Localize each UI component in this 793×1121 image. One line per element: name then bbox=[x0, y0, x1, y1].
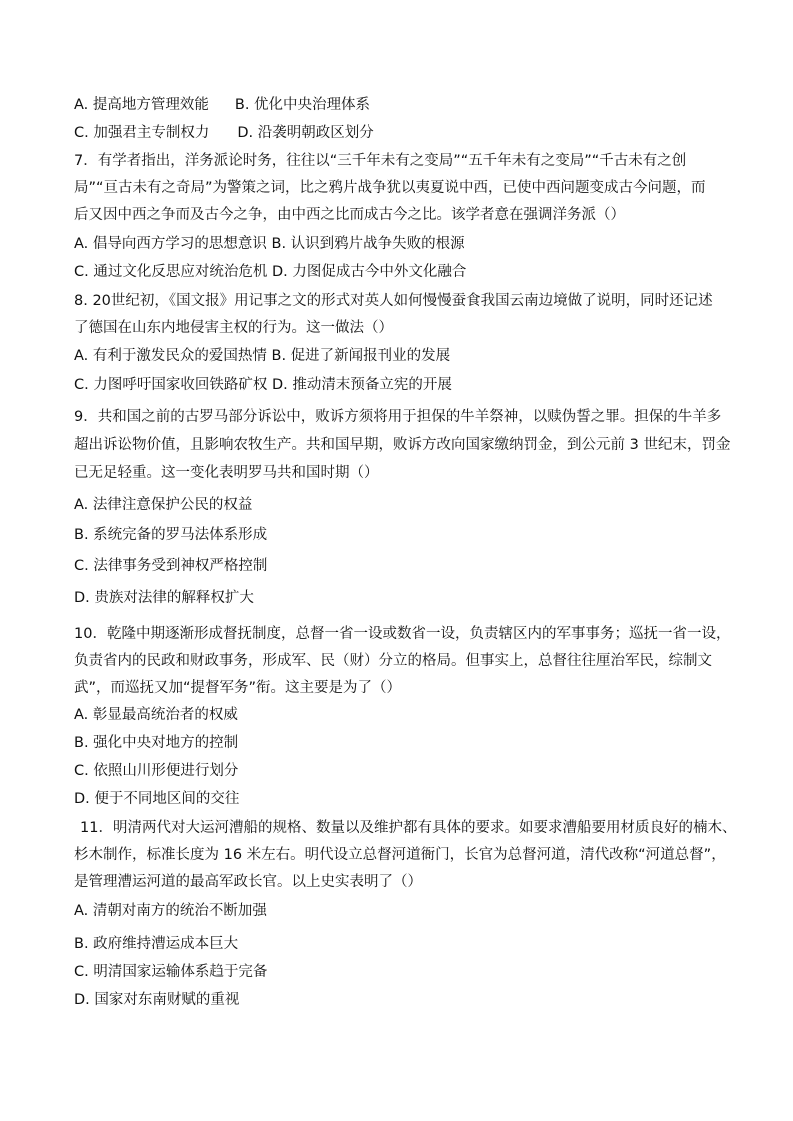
q9-stem-line-2: 超出诉讼物价值，且影响农牧生产。共和国早期，败诉方改向国家缴纳罚金，到公元前 3 世纪末，罚金 bbox=[74, 437, 731, 453]
q10-option-c: C. 依照山川形便进行划分 bbox=[74, 763, 239, 779]
q10-stem-line-2: 负责省内的民政和财政事务，形成军、民（财）分立的格局。但事实上，总督往往厘治军民，综制文 bbox=[74, 653, 712, 669]
q8-stem-line-2: 了德国在山东内地侵害主权的行为。这一做法（） bbox=[74, 320, 393, 336]
q8-stem-line-1: 8. 20世纪初，《国文报》用记事之文的形式对英人如何慢慢蚕食我国云南边境做了说明，同时还记述 bbox=[74, 293, 713, 309]
q9-option-d: D. 贵族对法律的解释权扩大 bbox=[74, 590, 254, 606]
q11-stem-line-1: 11．明清两代对大运河漕船的规格、数量以及维护都有具体的要求。如要求漕船要用材质良好的楠木、 bbox=[80, 820, 737, 836]
q8-options-row-1: A. 有利于激发民众的爱国热情 B. 促进了新闻报刊业的发展 bbox=[74, 348, 451, 364]
q10-stem-line-1: 10．乾隆中期逐渐形成督抚制度，总督一省一设或数省一设，负责辖区内的军事事务；巡抚一省一设， bbox=[74, 626, 731, 642]
q11-option-a: A. 清朝对南方的统治不断加强 bbox=[74, 903, 267, 919]
q9-stem-line-3: 已无足轻重。这一变化表明罗马共和国时期（） bbox=[74, 465, 379, 481]
q6-option-d: D. 沿袭明朝政区划分 bbox=[237, 125, 374, 141]
q9-option-c: C. 法律事务受到神权严格控制 bbox=[74, 558, 268, 574]
q10-stem-line-3: 武”，而巡抚又加“提督军务”衔。这主要是为了（） bbox=[74, 680, 402, 696]
q10-option-d: D. 便于不同地区间的交往 bbox=[74, 791, 240, 807]
q9-option-a: A. 法律注意保护公民的权益 bbox=[74, 497, 253, 513]
q11-stem-line-2: 杉木制作，标准长度为 16 米左右。明代设立总督河道衙门，长官为总督河道，清代改称“河道总督”， bbox=[74, 847, 726, 863]
q6-option-c: C. 加强君主专制权力 bbox=[74, 125, 210, 141]
q11-stem-line-3: 是管理漕运河道的最高军政长官。以上史实表明了（） bbox=[74, 874, 422, 890]
q7-stem-line-3: 后又因中西之争而及古今之争，由中西之比而成古今之比。该学者意在强调洋务派（） bbox=[74, 207, 625, 223]
q9-option-b: B. 系统完备的罗马法体系形成 bbox=[74, 527, 268, 543]
q6-options-row-2 bbox=[74, 123, 374, 143]
q7-options-row-1: A. 倡导向西方学习的思想意识 B. 认识到鸦片战争失败的根源 bbox=[74, 236, 465, 252]
q7-stem-line-1: 7．有学者指出，洋务派论时务，往往以“三千年未有之变局”“五千年未有之变局”“千古未有之创 bbox=[74, 153, 687, 169]
q7-options-row-2: C. 通过文化反思应对统治危机 D. 力图促成古今中外文化融合 bbox=[74, 264, 467, 280]
q7-stem-line-2: 局”“亘古未有之奇局”为警策之词，比之鸦片战争犹以夷夏说中西，已使中西问题变成古今问题，而 bbox=[74, 180, 706, 196]
q6-options-row-1 bbox=[74, 95, 370, 115]
q10-option-b: B. 强化中央对地方的控制 bbox=[74, 735, 239, 751]
q11-option-c: C. 明清国家运输体系趋于完备 bbox=[74, 964, 268, 980]
q6-option-a: A. 提高地方管理效能 bbox=[74, 97, 209, 113]
q6-option-b: B. 优化中央治理体系 bbox=[234, 97, 371, 113]
q11-option-d: D. 国家对东南财赋的重视 bbox=[74, 992, 240, 1008]
q11-option-b: B. 政府维持漕运成本巨大 bbox=[74, 936, 239, 952]
q10-option-a: A. 彰显最高统治者的权威 bbox=[74, 707, 238, 723]
q8-options-row-2: C. 力图呼吁国家收回铁路矿权 D. 推动清末预备立宪的开展 bbox=[74, 377, 452, 393]
q9-stem-line-1: 9．共和国之前的古罗马部分诉讼中，败诉方须将用于担保的牛羊祭神，以赎伪誓之罪。担保的牛羊多 bbox=[74, 409, 722, 425]
